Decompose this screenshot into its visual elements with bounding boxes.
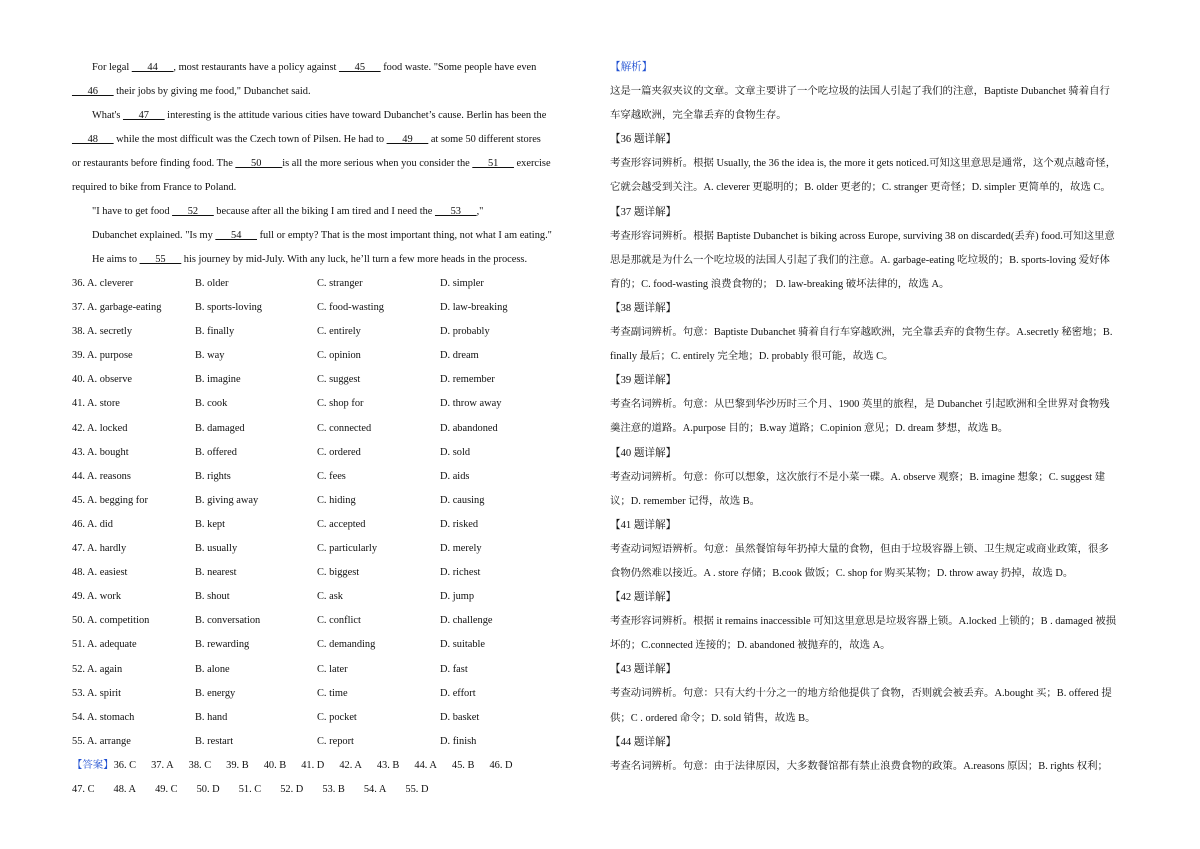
option-choice: 47. A. hardly [72,543,127,555]
option-choice: C. time [317,687,348,699]
option-choice: C. biggest [317,567,360,579]
analysis-text: finally 最后；C. entirely 完全地；D. probably 很可能，故选 C。 [610,351,894,363]
blank: ___45___ [339,62,381,73]
option-choice: D. abandoned [440,422,498,434]
passage-text: What's [92,110,124,121]
option-choice: 52. A. again [72,663,123,675]
passage-text: is all the more serious when you consider the [282,158,473,169]
option-choice: D. merely [440,543,482,555]
answer-item: 52. D [280,783,304,795]
option-choice: D. law-breaking [440,302,508,314]
analysis-text: 考查名词辨析。句意：由于法律原因，大多数餐馆都有禁止浪费食物的政策。A.reasons 原因；B. rights 权利； [610,760,1108,772]
answer-item: 49. C [155,783,178,795]
option-choice: B. imagine [195,374,241,386]
option-choice: B. conversation [195,615,261,627]
answer-item: 48. A [113,783,137,795]
passage-text: because after all the biking I am tired and I need the [213,206,435,217]
option-choice: B. shout [195,591,230,603]
analysis-heading: 【36 题详解】 [610,134,677,146]
passage-line [72,104,592,128]
passage-text: , most restaurants have a policy against [173,62,340,73]
analysis-heading: 【37 题详解】 [610,206,677,218]
analysis-text: 它就会越受到关注。A. cleverer 更聪明的；B. older 更老的；C. stranger 更奇怪；D. simpler 更简单的，故选 C。 [610,182,1111,194]
option-choice: C. demanding [317,639,376,651]
option-choice: D. simpler [440,278,484,289]
passage-text: For legal [92,62,132,73]
option-choice: 45. A. begging for [72,494,148,506]
option-choice: B. way [195,350,225,362]
option-choice: B. hand [195,711,228,723]
analysis-text: 车穿越欧洲，完全靠丢弃的食物生存。 [610,110,787,122]
analysis-text: 议；D. remember 记得，故选 B。 [610,495,761,507]
passage-text: ," [476,206,484,217]
option-choice: C. conflict [317,615,361,627]
passage-line [72,248,592,272]
analysis-text: 思是那就是为什么一个吃垃圾的法国人引起了我们的注意。A. garbage-eating 吃垃圾的；B. sports-loving 爱好体 [610,254,1110,266]
option-choice: B. usually [195,543,238,555]
blank: ___50____ [235,158,283,169]
option-choice: 44. A. reasons [72,470,131,482]
answer-item: 53. B [322,783,345,795]
answer-item: 43. B [376,759,400,771]
option-choice: D. richest [440,567,481,579]
option-choice: D. challenge [440,615,493,627]
option-choice: B. giving away [195,494,259,506]
passage-text: their jobs by giving me food," Dubanchet said. [113,86,311,97]
option-choice: 42. A. locked [72,422,128,434]
passage-text: "I have to get food [92,206,173,217]
analysis-text: 考查形容词辨析。根据 Usually, the 36 the idea is, the more it gets noticed.可知这里意思是通常，这个观点越奇怪， [610,158,1117,170]
answer-item: 46. D [489,759,513,771]
answer-item: 47. C [72,783,95,795]
analysis-text: 供；C . ordered 命令；D. sold 销售，故选 B。 [610,712,816,724]
option-choice: B. alone [195,663,230,675]
option-choice: D. fast [440,663,468,675]
analysis-text: 考查形容词辨析。根据 Baptiste Dubanchet is biking across Europe, surviving 38 on discarded(丢弃) food.可知这里意 [610,230,1115,242]
option-choice: D. suitable [440,639,486,651]
analysis-text: 食物仍然难以接近。A . store 存储；B.cook 做饭；C. shop for 购买某物；D. throw away 扔掉，故选 D。 [610,567,1074,579]
option-choice: 48. A. easiest [72,567,128,579]
option-choice: 50. A. competition [72,615,150,627]
passage-text: while the most difficult was the Czech town of Pilsen. He had to [113,134,387,145]
option-row [72,296,592,320]
answer-item: 55. D [405,783,429,795]
option-choice: 37. A. garbage-eating [72,302,162,314]
option-choice: C. particularly [317,543,378,555]
option-choice: 49. A. work [72,591,122,603]
option-choice: B. older [195,278,229,289]
option-choice: C. report [317,735,354,747]
option-choice: 55. A. arrange [72,735,131,747]
passage-line [72,128,592,152]
option-choice: C. shop for [317,398,364,410]
analysis-heading: 【39 题详解】 [610,375,677,387]
option-choice: D. effort [440,687,476,699]
passage-text: food waste. "Some people have even [380,62,537,73]
option-choice: B. damaged [195,422,245,434]
option-choice: D. dream [440,350,479,362]
option-choice: B. offered [195,446,237,458]
blank: ___49___ [386,134,429,145]
analysis-heading: 【解析】 [610,62,653,73]
blank: ___54___ [215,230,257,241]
answer-row-1 [72,754,592,778]
option-choice: 51. A. adequate [72,639,137,651]
option-choice: C. connected [317,422,372,434]
blank: ___46___ [72,86,114,97]
option-choice: D. basket [440,711,480,723]
passage-line [72,224,592,248]
option-choice: D. probably [440,326,490,338]
analysis-column [610,56,1132,779]
option-choice: D. remember [440,374,495,386]
passage-line [72,56,592,80]
answer-row-2 [72,778,592,802]
option-row [72,320,592,344]
option-choice: B. cook [195,398,228,410]
passage-text: interesting is the attitude various cities have toward Dubanchet’s cause. Berlin has been the [164,110,547,121]
analysis-heading: 【41 题详解】 [610,519,677,531]
option-row [72,658,592,682]
analysis-text: 考查副词辨析。句意：Baptiste Dubanchet 骑着自行车穿越欧洲，完全靠丢弃的食物生存。A.secretly 秘密地；B. [610,327,1113,339]
option-row [72,417,592,441]
option-choice: C. ordered [317,446,361,458]
blank: ___53___ [435,206,477,217]
option-choice: 53. A. spirit [72,687,122,699]
option-row [72,392,592,416]
cloze-passage [72,56,592,272]
answer-item: 38. C [188,759,212,771]
analysis-text: 考查形容词辨析。根据 it remains inaccessible 可知这里意思是垃圾容器上锁。A.locked 上锁的；B . damaged 被损 [610,616,1117,628]
analysis-text: 这是一篇夹叙夹议的文章。文章主要讲了一个吃垃圾的法国人引起了我们的注意，Baptiste Dubanchet 骑着自行 [610,86,1110,98]
option-choice: B. energy [195,687,236,699]
passage-text: full or empty? That is the most important thing, not what I am eating." [256,230,552,241]
option-choice: B. restart [195,735,234,747]
question-column [72,56,592,802]
passage-text: Dubanchet explained. "Is my [92,230,216,241]
option-choice: C. stranger [317,278,363,289]
blank: ___55___ [139,254,182,265]
answer-item: 39. B [226,759,249,771]
passage-text: required to bike from France to Poland. [72,182,237,193]
option-choice: D. sold [440,446,471,458]
option-row [72,730,592,754]
option-choice: D. jump [440,591,475,603]
passage-line [72,200,592,224]
option-row [72,272,592,296]
analysis-text: 坏的；C.connected 连接的；D. abandoned 被抛弃的，故选 A。 [610,640,891,652]
analysis-heading: 【40 题详解】 [610,447,677,459]
analysis-text: 羹注意的道路。A.purpose 目的；B.way 道路；C.opinion 意见；D. dream 梦想，故选 B。 [610,423,1009,435]
answer-item: 41. D [301,759,325,771]
answer-tag: 【答案】 [72,759,114,771]
answer-item: 45. B [451,759,475,771]
passage-text: He aims to [92,254,140,265]
analysis-heading: 【42 题详解】 [610,592,677,604]
analysis-text: 考查动词辨析。句意：只有大约十分之一的地方给他提供了食物，否则就会被丢弃。A.bought 买；B. offered 提 [610,688,1112,700]
option-row [72,489,592,513]
answer-item: 36. C [113,759,137,771]
option-choice: 54. A. stomach [72,711,135,723]
option-row [72,513,592,537]
option-choice: D. causing [440,494,485,506]
option-row [72,441,592,465]
analysis-text: 考查动词辨析。句意：你可以想象，这次旅行不是小菜一碟。A. observe 观察；B. imagine 想象；C. suggest 建 [610,471,1105,483]
option-choice: 43. A. bought [72,446,129,458]
blank: ___47___ [123,110,165,121]
answer-item: 37. A [151,759,174,771]
option-choice: C. accepted [317,518,366,530]
option-row [72,633,592,657]
answer-item: 40. B [263,759,287,771]
option-choice: 46. A. did [72,518,113,530]
option-row [72,585,592,609]
option-choice: D. aids [440,470,470,482]
option-choice: B. rights [195,470,231,482]
blank: ___48___ [72,134,114,145]
answer-item: 50. D [196,783,220,795]
option-row [72,682,592,706]
option-row [72,609,592,633]
option-choice: 41. A. store [72,398,120,410]
analysis-text: 育的；C. food-wasting 浪费食物的； D. law-breaking 破坏法律的，故选 A。 [610,278,950,290]
option-choice: 40. A. observe [72,374,133,386]
option-choice: C. fees [317,470,346,482]
analysis-text: 考查名词辨析。句意：从巴黎到华沙历时三个月、1900 英里的旅程，是 Dubanchet 引起欧洲和全世界对食物残 [610,399,1110,411]
answer-item: 51. C [238,783,262,795]
passage-line [72,176,592,200]
option-choice: C. ask [317,591,343,603]
option-choice: D. throw away [440,398,502,410]
passage-text: exercise [513,158,551,169]
blank: ___52___ [172,206,214,217]
option-row [72,368,592,392]
passage-text: his journey by mid-July. With any luck, he’ll turn a few more heads in the process. [181,254,528,265]
answer-item: 54. A [363,783,387,795]
option-choice: C. pocket [317,711,357,723]
option-choice: B. sports-loving [195,302,262,314]
option-choice: 38. A. secretly [72,326,133,338]
option-row [72,344,592,368]
passage-text: or restaurants before finding food. The [72,158,236,169]
option-choice: C. entirely [317,326,361,338]
option-choice: B. kept [195,518,226,530]
option-choice: 36. A. cleverer [72,278,134,289]
passage-text: at some 50 different stores [428,134,541,145]
option-choice: C. suggest [317,374,361,386]
option-list [72,272,592,754]
option-choice: B. rewarding [195,639,250,651]
option-choice: C. food-wasting [317,302,384,314]
option-choice: 39. A. purpose [72,350,133,362]
blank: ___51___ [472,158,514,169]
option-row [72,537,592,561]
answer-item: 44. A [414,759,437,771]
analysis-heading: 【38 题详解】 [610,302,677,314]
passage-line [72,152,592,176]
analysis-text: 考查动词短语辨析。句意：虽然餐馆每年扔掉大量的食物，但由于垃圾容器上锁、卫生规定或商业政策，很多 [610,543,1109,555]
option-row [72,706,592,730]
option-choice: C. opinion [317,350,361,362]
option-choice: B. finally [195,326,235,338]
option-choice: D. finish [440,735,477,747]
option-choice: C. hiding [317,494,356,506]
blank: ___44___ [131,62,174,73]
option-row [72,465,592,489]
analysis-heading: 【43 题详解】 [610,664,677,676]
answer-item: 42. A [339,759,362,771]
option-choice: C. later [317,663,348,675]
option-row [72,561,592,585]
option-choice: B. nearest [195,567,237,579]
analysis-heading: 【44 题详解】 [610,736,677,748]
passage-line [72,80,592,104]
option-choice: D. risked [440,518,479,530]
